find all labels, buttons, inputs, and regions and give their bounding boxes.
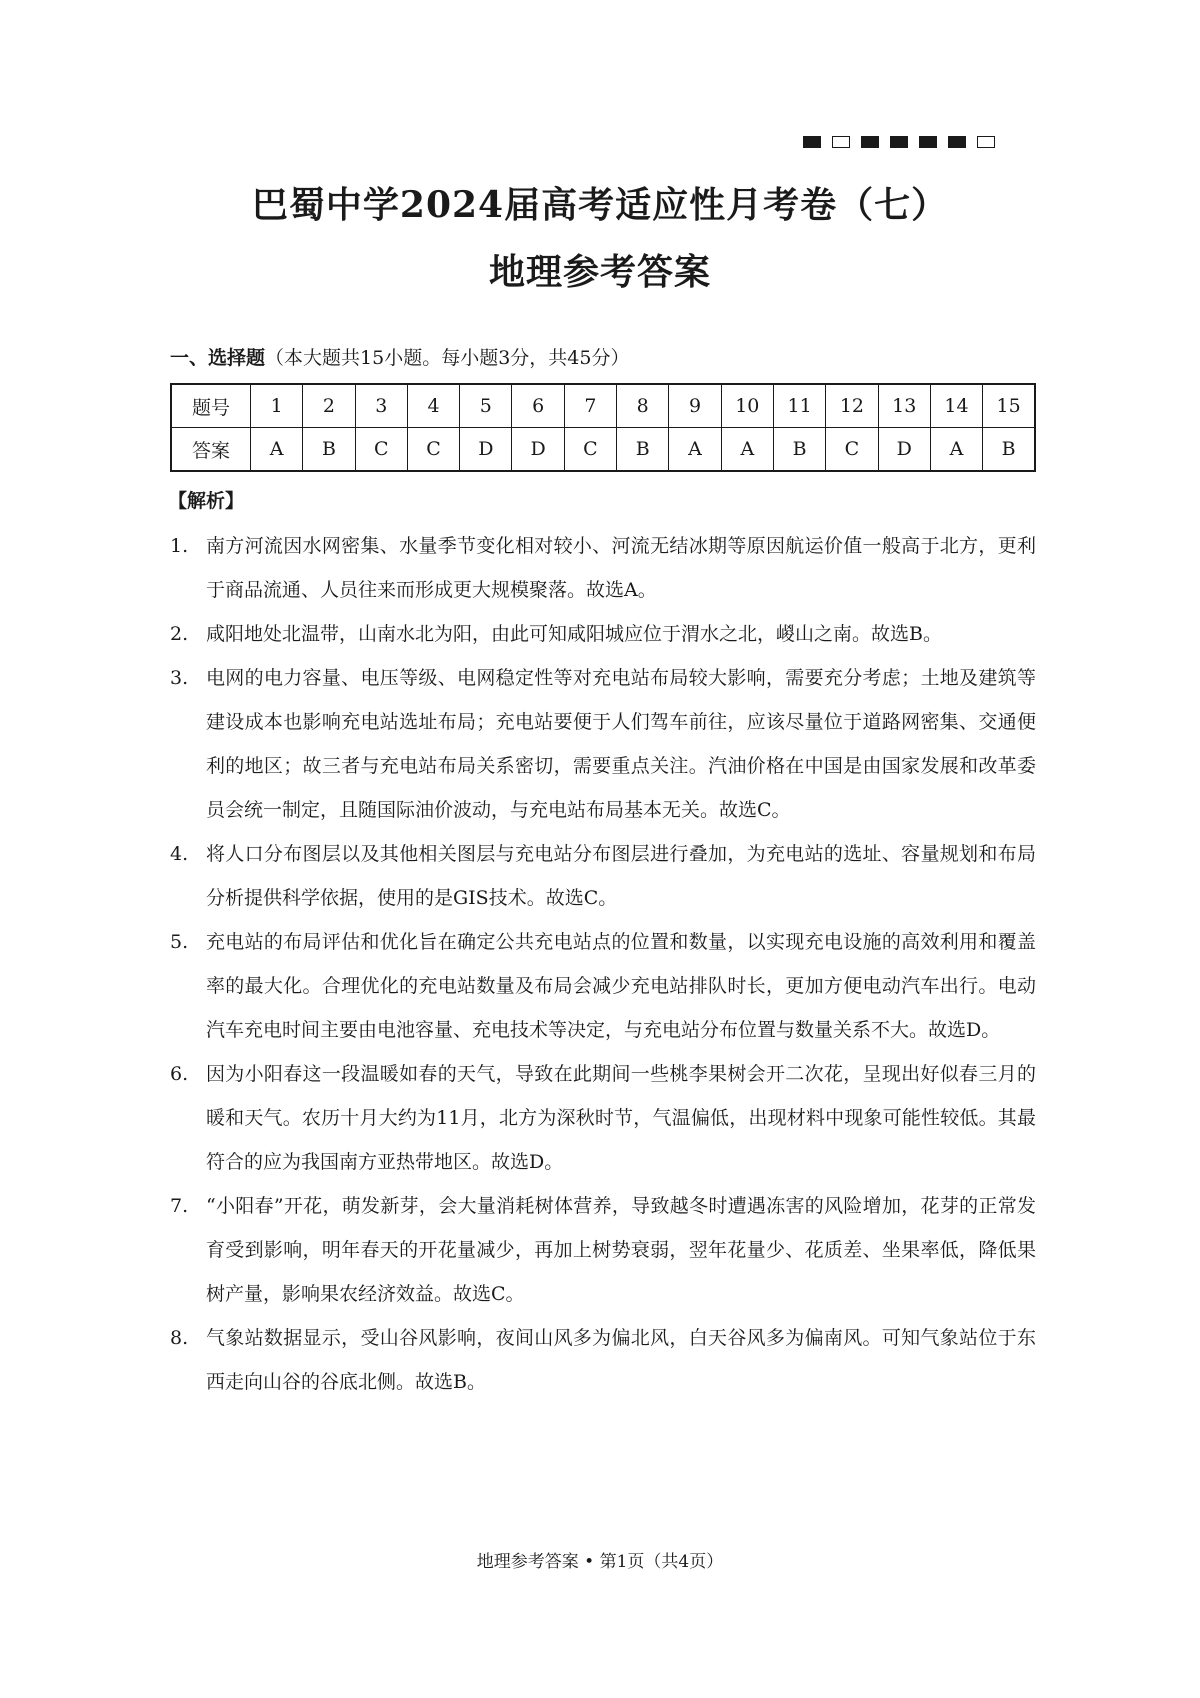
analysis-item (170, 1052, 1036, 1184)
header-mark (919, 136, 937, 148)
page-footer: 地理参考答案 • 第1页（共4页） (476, 1552, 724, 1572)
answer-cell: C (826, 428, 878, 472)
number-row (171, 384, 1035, 428)
answer-table (170, 383, 1036, 472)
item-number: 5. (170, 931, 189, 953)
question-number-cell: 6 (512, 384, 564, 428)
answer-cell: C (355, 428, 407, 472)
section-note: （本大题共15小题。每小题3分，共45分） (265, 347, 630, 369)
header-mark (832, 136, 850, 148)
answer-title: 地理参考答案 (488, 251, 711, 293)
answer-cell: D (878, 428, 930, 472)
item-text: 气象站数据显示，受山谷风影响，夜间山风多为偏北风，白天谷风多为偏南风。可知气象站位于东西走向山谷的谷底北侧。故选B。 (206, 1327, 1036, 1393)
answer-row (171, 428, 1035, 472)
analysis-heading: 【解析】 (168, 490, 245, 512)
item-text: 因为小阳春这一段温暖如春的天气，导致在此期间一些桃李果树会开二次花，呈现出好似春三月的暖和天气。农历十月大约为11月，北方为深秋时节，气温偏低，出现材料中现象可能性较低。其最符合的应为我国南方亚热带地区。故选D。 (206, 1063, 1036, 1173)
item-text: “小阳春”开花，萌发新芽，会大量消耗树体营养，导致越冬时遭遇冻害的风险增加，花芽的正常发育受到影响，明年春天的开花量减少，再加上树势衰弱，翌年花量少、花质差、坐果率低，降低果树产量，影响果农经济效益。故选C。 (206, 1195, 1036, 1305)
answer-cell: D (512, 428, 564, 472)
question-number-cell: 14 (930, 384, 982, 428)
question-number-cell: 10 (721, 384, 773, 428)
answer-cell: C (564, 428, 616, 472)
item-number: 4. (170, 843, 189, 865)
answer-cell: C (407, 428, 459, 472)
question-number-cell: 7 (564, 384, 616, 428)
answer-cell: A (721, 428, 773, 472)
header-mark (803, 136, 821, 148)
answer-cell: A (930, 428, 982, 472)
question-number-cell: 2 (303, 384, 355, 428)
section-title: 一、选择题 (170, 347, 266, 369)
question-number-cell: 9 (669, 384, 721, 428)
row-label-numbers: 题号 (171, 384, 251, 428)
item-text: 南方河流因水网密集、水量季节变化相对较小、河流无结冰期等原因航运价值一般高于北方，更利于商品流通、人员往来而形成更大规模聚落。故选A。 (206, 535, 1036, 601)
analysis-item (170, 524, 1036, 612)
item-number: 7. (170, 1195, 189, 1217)
analysis-item (170, 920, 1036, 1052)
header-mark (861, 136, 879, 148)
item-number: 1. (170, 535, 189, 557)
question-number-cell: 4 (407, 384, 459, 428)
analysis-item (170, 832, 1036, 920)
question-number-cell: 8 (617, 384, 669, 428)
question-number-cell: 13 (878, 384, 930, 428)
answer-cell: B (617, 428, 669, 472)
item-text: 充电站的布局评估和优化旨在确定公共充电站点的位置和数量，以实现充电设施的高效利用和覆盖率的最大化。合理优化的充电站数量及布局会减少充电站排队时长，更加方便电动汽车出行。电动汽车充电时间主要由电池容量、充电技术等决定，与充电站分布位置与数量关系不大。故选D。 (206, 931, 1036, 1041)
analysis-item (170, 612, 1036, 656)
item-text: 将人口分布图层以及其他相关图层与充电站分布图层进行叠加，为充电站的选址、容量规划和布局分析提供科学依据，使用的是GIS技术。故选C。 (206, 843, 1036, 909)
section-heading (170, 343, 629, 370)
row-label-answers: 答案 (171, 428, 251, 472)
question-number-cell: 11 (773, 384, 825, 428)
answer-cell: A (251, 428, 303, 472)
answer-cell: B (773, 428, 825, 472)
item-number: 8. (170, 1327, 189, 1349)
question-number-cell: 1 (251, 384, 303, 428)
item-number: 6. (170, 1063, 189, 1085)
analysis-item (170, 656, 1036, 832)
analysis-item (170, 1316, 1036, 1404)
item-text: 电网的电力容量、电压等级、电网稳定性等对充电站布局较大影响，需要充分考虑；土地及建筑等建设成本也影响充电站选址布局；充电站要便于人们驾车前往，应该尽量位于道路网密集、交通便利的地区；故三者与充电站布局关系密切，需要重点关注。汽油价格在中国是由国家发展和改革委员会统一制定，且随国际油价波动，与充电站布局基本无关。故选C。 (206, 667, 1036, 821)
item-number: 3. (170, 667, 189, 689)
exam-title: 巴蜀中学2024届高考适应性月考卷（七） (251, 184, 949, 226)
question-number-cell: 15 (983, 384, 1035, 428)
header-marks (803, 136, 995, 148)
item-text: 咸阳地处北温带，山南水北为阳，由此可知咸阳城应位于渭水之北，嵕山之南。故选B。 (206, 623, 942, 645)
question-number-cell: 12 (826, 384, 878, 428)
answer-cell: A (669, 428, 721, 472)
question-number-cell: 3 (355, 384, 407, 428)
header-mark (890, 136, 908, 148)
answer-cell: B (983, 428, 1035, 472)
question-number-cell: 5 (460, 384, 512, 428)
answer-cell: D (460, 428, 512, 472)
header-mark (948, 136, 966, 148)
analysis-list (170, 524, 1036, 1404)
answer-cell: B (303, 428, 355, 472)
analysis-item (170, 1184, 1036, 1316)
item-number: 2. (170, 623, 189, 645)
header-mark (977, 136, 995, 148)
